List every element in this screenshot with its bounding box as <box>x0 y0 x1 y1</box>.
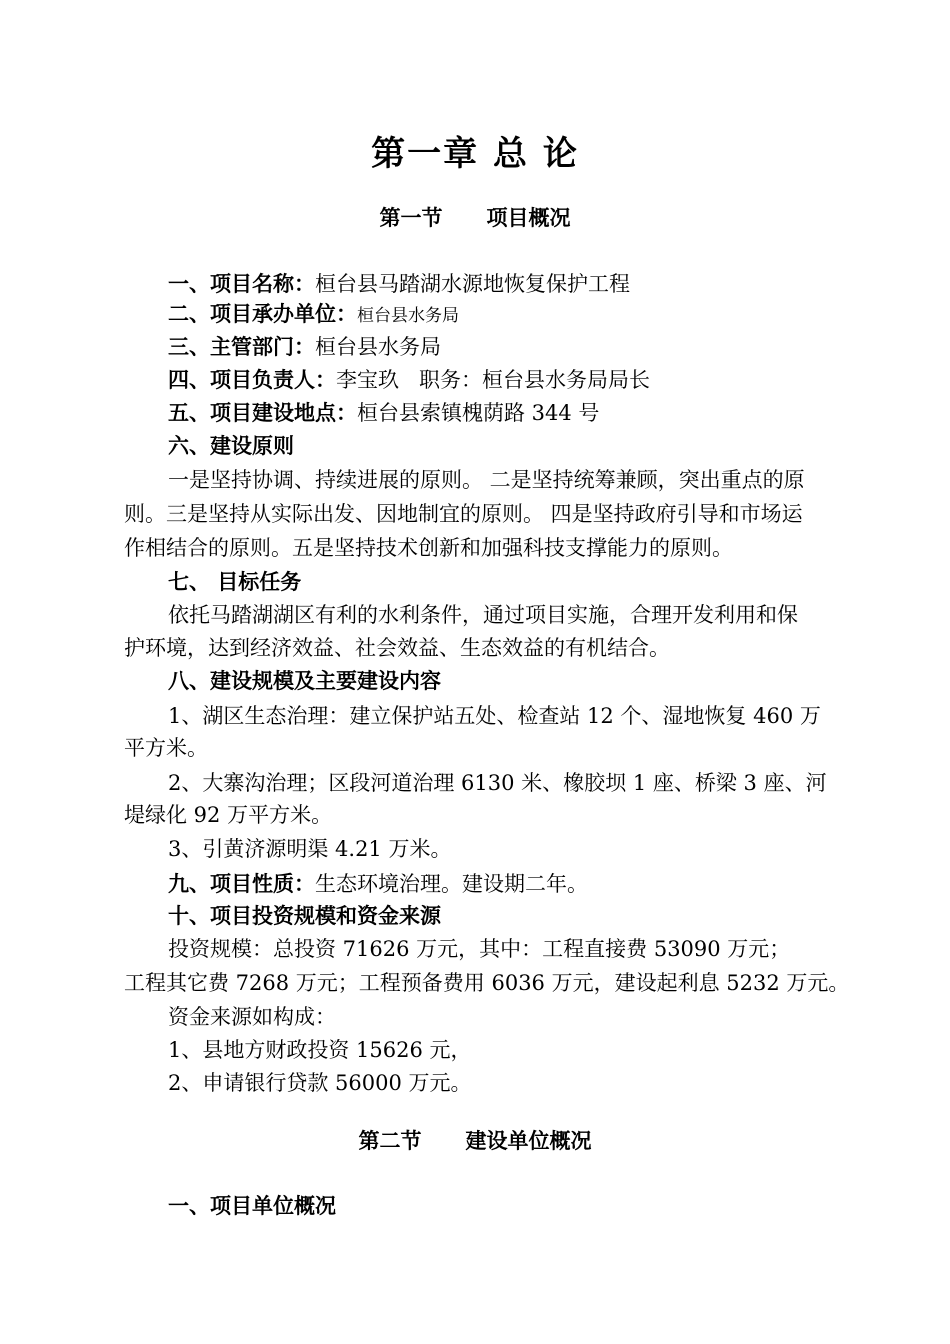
heading-goals: 七、 目标任务 <box>168 570 302 594</box>
heading-investment: 十、项目投资规模和资金来源 <box>168 904 441 928</box>
item-department <box>168 333 441 361</box>
paragraph-line: 资金来源如构成： <box>168 1005 336 1029</box>
item-value: 桓台县水务局 <box>315 335 441 359</box>
section-number: 第一节 <box>379 206 443 230</box>
item-role: 职务：桓台县水务局局长 <box>419 368 650 392</box>
item-label: 二、项目承办单位： <box>168 302 357 326</box>
section-title: 项目概况 <box>486 206 571 230</box>
paragraph-line: 作相结合的原则。五是坚持技术创新和加强科技支撑能力的原则。 <box>124 536 733 560</box>
paragraph-line: 1、县地方财政投资 15626 元， <box>168 1038 472 1062</box>
paragraph-line: 1、湖区生态治理：建立保护站五处、检查站 12 个、湿地恢复 460 万 <box>168 704 821 728</box>
heading-unit-overview: 一、项目单位概况 <box>168 1194 336 1218</box>
item-value: 桓台县索镇槐荫路 344 号 <box>357 401 600 425</box>
item-value: 桓台县马踏湖水源地恢复保护工程 <box>315 272 630 296</box>
paragraph-line: 堤绿化 92 万平方米。 <box>124 803 333 827</box>
item-label: 五、项目建设地点： <box>168 401 357 425</box>
section-number: 第二节 <box>358 1129 422 1153</box>
paragraph-line: 投资规模：总投资 71626 万元，其中：工程直接费 53090 万元； <box>168 937 791 961</box>
item-label: 一、项目名称： <box>168 272 315 296</box>
paragraph-line: 平方米。 <box>124 736 208 760</box>
item-project-name <box>168 270 630 298</box>
item-value: 李宝玖 <box>336 368 399 392</box>
item-person-in-charge <box>168 366 650 394</box>
item-label: 三、主管部门： <box>168 335 315 359</box>
section-heading-2 <box>0 1125 950 1155</box>
item-value: 桓台县水务局 <box>357 306 459 326</box>
paragraph-line: 工程其它费 7268 万元；工程预备费用 6036 万元，建设起利息 5232 万元。 <box>124 971 850 995</box>
item-label: 四、项目负责人： <box>168 368 336 392</box>
paragraph-line: 护环境，达到经济效益、社会效益、生态效益的有机结合。 <box>124 636 670 660</box>
section-heading-1 <box>0 202 950 232</box>
item-site <box>168 399 599 427</box>
section-title: 建设单位概况 <box>465 1129 592 1153</box>
chapter-title: 第一章 总 论 <box>371 134 579 174</box>
paragraph-line: 3、引黄济源明渠 4.21 万米。 <box>168 837 452 861</box>
item-label: 九、项目性质： <box>168 872 315 896</box>
paragraph-line: 则。三是坚持从实际出发、因地制宜的原则。 四是坚持政府引导和市场运 <box>124 502 803 526</box>
paragraph-line: 一是坚持协调、持续进展的原则。 二是坚持统筹兼顾，突出重点的原 <box>168 468 805 492</box>
paragraph-line: 2、申请银行贷款 56000 万元。 <box>168 1071 472 1095</box>
item-nature <box>168 870 588 898</box>
paragraph-line: 2、大寨沟治理；区段河道治理 6130 米、橡胶坝 1 座、桥梁 3 座、河 <box>168 771 827 795</box>
heading-principles: 六、建设原则 <box>168 434 294 458</box>
item-value: 生态环境治理。建设期二年。 <box>315 872 588 896</box>
heading-scale: 八、建设规模及主要建设内容 <box>168 669 441 693</box>
paragraph-line: 依托马踏湖湖区有利的水利条件，通过项目实施，合理开发利用和保 <box>168 603 798 627</box>
item-organizer <box>168 300 459 330</box>
